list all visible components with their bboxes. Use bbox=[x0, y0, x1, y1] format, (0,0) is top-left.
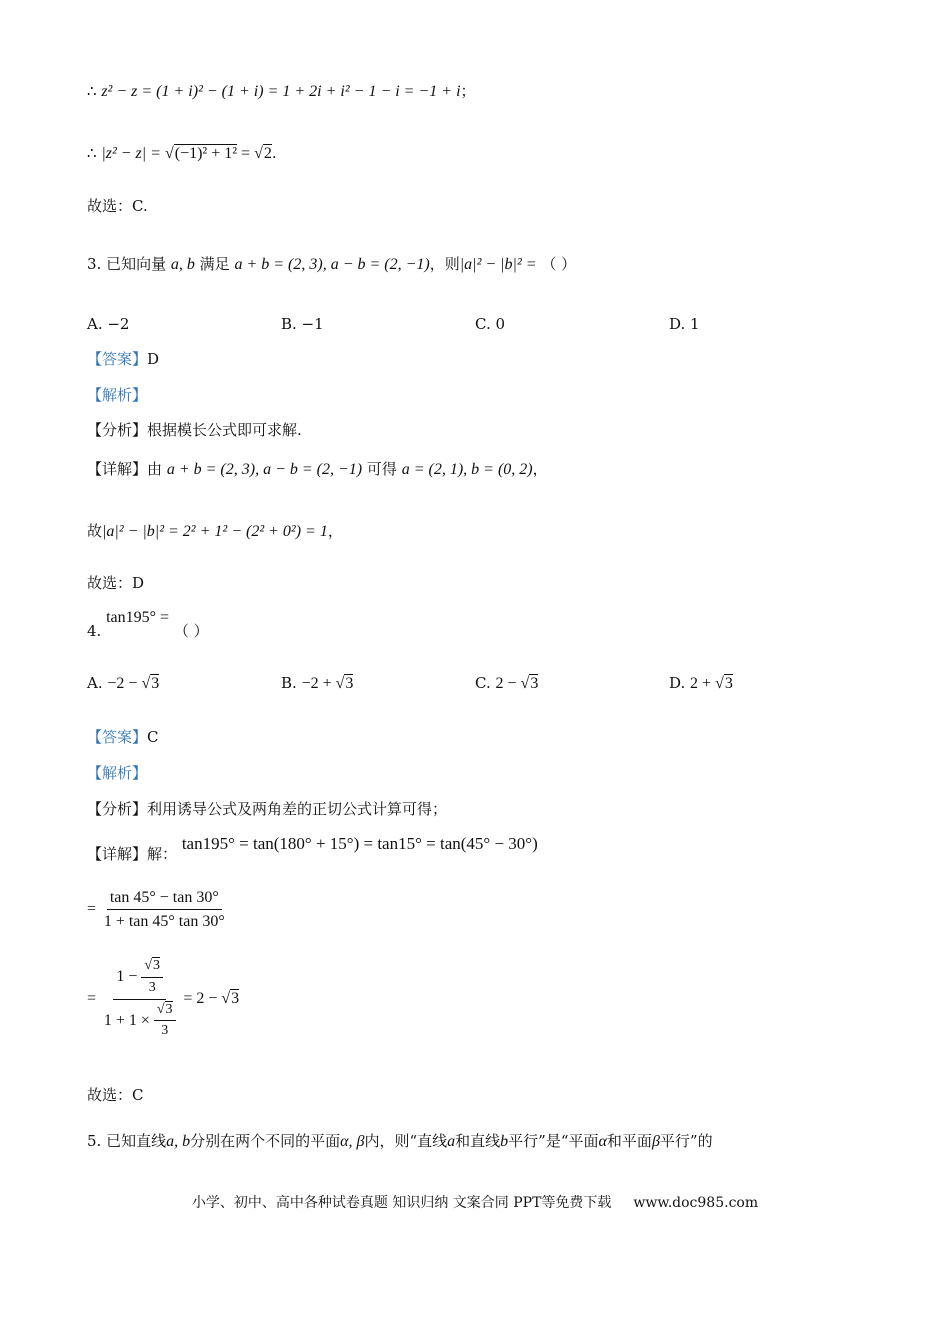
punctuation: . bbox=[271, 144, 277, 162]
stem-text: ，则 bbox=[429, 255, 460, 273]
radicand: 3 bbox=[153, 958, 161, 973]
choose-line: 故选：C. bbox=[87, 197, 148, 215]
radicand: (−1)² + 1² bbox=[174, 145, 238, 162]
detail-text: 可得 bbox=[366, 460, 397, 478]
fenxi-text: 根据模长公式即可求解. bbox=[147, 421, 302, 439]
page-footer bbox=[0, 1192, 950, 1212]
detail-tag: 【详解】 bbox=[87, 460, 148, 478]
option-letter: C. bbox=[475, 674, 491, 692]
calc-prefix: 故 bbox=[87, 522, 103, 540]
radicand: 3 bbox=[530, 675, 539, 692]
answer-value: C bbox=[147, 728, 159, 746]
detail-tag: 【详解】 bbox=[87, 845, 148, 863]
math-var: a bbox=[447, 1133, 456, 1150]
stem-text: 3. 已知向量 bbox=[87, 255, 167, 273]
math-condition: a + b = (2, 3), a − b = (2, −1) bbox=[234, 256, 430, 273]
math-expression: |z² − z| = bbox=[101, 145, 165, 162]
small-denominator: 3 bbox=[161, 1023, 169, 1039]
result-text: = 2 − bbox=[183, 990, 222, 1008]
option-letter: A. bbox=[87, 674, 103, 692]
answer-value: D bbox=[147, 350, 160, 368]
radicand: 3 bbox=[345, 675, 354, 692]
stem-text: 分别在两个不同的平面 bbox=[190, 1132, 341, 1150]
q4-analysis bbox=[87, 764, 147, 782]
compound-numerator bbox=[113, 958, 166, 1000]
answer-tag: 【答案】 bbox=[87, 350, 148, 368]
footer-url: www.doc985.com bbox=[633, 1195, 759, 1211]
equals: = bbox=[237, 145, 255, 162]
q5-stem bbox=[87, 1132, 713, 1151]
math-vars: a, b bbox=[170, 256, 195, 273]
q4-frac-step-2: = 1 − $\frac{√3}{3}$ 1 + 1 × $\frac{√3}{3}$ = 2 − √3 bbox=[87, 958, 240, 1039]
stem-text: 平行”的 bbox=[659, 1132, 713, 1150]
answer-tag: 【答案】 bbox=[87, 728, 148, 746]
equals: = bbox=[87, 990, 97, 1008]
stem-text: 满足 bbox=[199, 255, 230, 273]
option-value: −2 − bbox=[107, 675, 142, 692]
stem-text: 和平面 bbox=[606, 1132, 652, 1150]
math-expression: tan195° = bbox=[106, 609, 170, 626]
q4-option-b: B. −2 + √3 bbox=[281, 674, 354, 692]
radicand: 2 bbox=[263, 145, 272, 162]
q3-option-c: C. 0 bbox=[475, 315, 506, 333]
punctuation: ； bbox=[460, 82, 476, 100]
answer-paren: （ ） bbox=[541, 255, 577, 273]
numerator-text: 1 − bbox=[116, 967, 142, 985]
option-value: −2 + bbox=[301, 675, 336, 692]
compound-fraction bbox=[101, 958, 179, 1040]
math-vars: a, b bbox=[166, 1133, 191, 1150]
answer-paren: （ ） bbox=[173, 622, 209, 640]
math-expression: |a|² − |b|² = 2² + 1² − (2² + 0²) = 1 bbox=[102, 523, 328, 540]
sqrt3-over-3: $\frac{√3}{3}$ bbox=[141, 958, 163, 997]
footer-text: 小学、初中、高中各种试卷真题 知识归纳 文案合同 PPT等免费下载 bbox=[191, 1195, 612, 1211]
q3-choose: 故选：D bbox=[87, 574, 145, 592]
math-expression: |a|² − |b|² = bbox=[459, 256, 537, 273]
compound-denominator bbox=[101, 1000, 179, 1041]
option-value: 2 − bbox=[495, 675, 521, 692]
analysis-tag: 【解析】 bbox=[87, 386, 148, 404]
fenxi-text: 利用诱导公式及两角差的正切公式计算可得； bbox=[147, 800, 448, 818]
math-var: b bbox=[500, 1133, 509, 1150]
stem-text: 内，则“直线 bbox=[364, 1132, 448, 1150]
equals: = bbox=[87, 900, 97, 918]
fenxi-tag: 【分析】 bbox=[87, 800, 148, 818]
math-var: α bbox=[598, 1133, 607, 1150]
q3-fenxi bbox=[87, 421, 302, 439]
option-letter: D. bbox=[669, 674, 686, 692]
radicand: 3 bbox=[151, 675, 160, 692]
q3-option-b: B. −1 bbox=[281, 315, 324, 333]
q4-frac-step-1 bbox=[87, 888, 228, 931]
q4-stem bbox=[87, 608, 209, 640]
solution-line-2: ∴ |z² − z| = √(−1)² + 1² = √2. bbox=[87, 144, 277, 162]
denominator: 1 + tan 45° tan 30° bbox=[103, 913, 225, 931]
radicand: 3 bbox=[165, 1001, 173, 1017]
fenxi-tag: 【分析】 bbox=[87, 421, 148, 439]
q4-option-a: A. −2 − √3 bbox=[87, 674, 160, 692]
numerator: tan 45° − tan 30° bbox=[107, 888, 222, 910]
sqrt3-over-3: $\frac{√3}{3}$ bbox=[154, 1002, 176, 1041]
option-letter: B. bbox=[281, 674, 297, 692]
q3-option-d: D. 1 bbox=[669, 315, 700, 333]
therefore-symbol: ∴ bbox=[87, 144, 97, 162]
punctuation: ， bbox=[327, 522, 343, 540]
stem-text: 和直线 bbox=[455, 1132, 501, 1150]
q4-choose: 故选：C bbox=[87, 1086, 144, 1104]
fraction bbox=[101, 888, 228, 931]
question-number: 4. bbox=[87, 622, 102, 640]
stem-text: 平行”是“平面 bbox=[508, 1132, 599, 1150]
math-planes: α, β bbox=[340, 1133, 365, 1150]
q3-option-a: A. −2 bbox=[87, 315, 130, 333]
q3-detail bbox=[87, 460, 548, 479]
therefore-symbol: ∴ bbox=[87, 82, 97, 100]
math-expression: a + b = (2, 3), a − b = (2, −1) bbox=[166, 461, 363, 478]
denominator-text: 1 + 1 × bbox=[103, 1011, 154, 1029]
q3-analysis bbox=[87, 386, 147, 404]
q4-answer bbox=[87, 728, 159, 746]
analysis-tag: 【解析】 bbox=[87, 764, 148, 782]
detail-text: 解： bbox=[147, 845, 178, 863]
radicand: 3 bbox=[724, 675, 733, 692]
math-expression: z² − z = (1 + i)² − (1 + i) = 1 + 2i + i² − 1 − i = −1 + i bbox=[101, 83, 461, 100]
q3-answer bbox=[87, 350, 159, 368]
solution-line-1 bbox=[87, 82, 476, 101]
math-expression: a = (2, 1), b = (0, 2) bbox=[401, 461, 533, 478]
small-denominator: 3 bbox=[148, 979, 156, 995]
q4-option-c: C. 2 − √3 bbox=[475, 674, 539, 692]
stem-text: 5. 已知直线 bbox=[87, 1132, 167, 1150]
q4-option-d: D. 2 + √3 bbox=[669, 674, 733, 692]
punctuation: ， bbox=[532, 460, 548, 478]
math-expression: tan195° = tan(180° + 15°) = tan15° = tan(45° − 30°) bbox=[181, 834, 538, 853]
q4-fenxi bbox=[87, 800, 447, 818]
q3-stem bbox=[87, 255, 576, 274]
detail-text: 由 bbox=[147, 460, 163, 478]
math-var: β bbox=[651, 1133, 660, 1150]
q3-calc bbox=[87, 522, 343, 541]
option-value: 2 + bbox=[690, 675, 716, 692]
q4-detail bbox=[87, 834, 538, 863]
radicand: 3 bbox=[231, 990, 240, 1008]
